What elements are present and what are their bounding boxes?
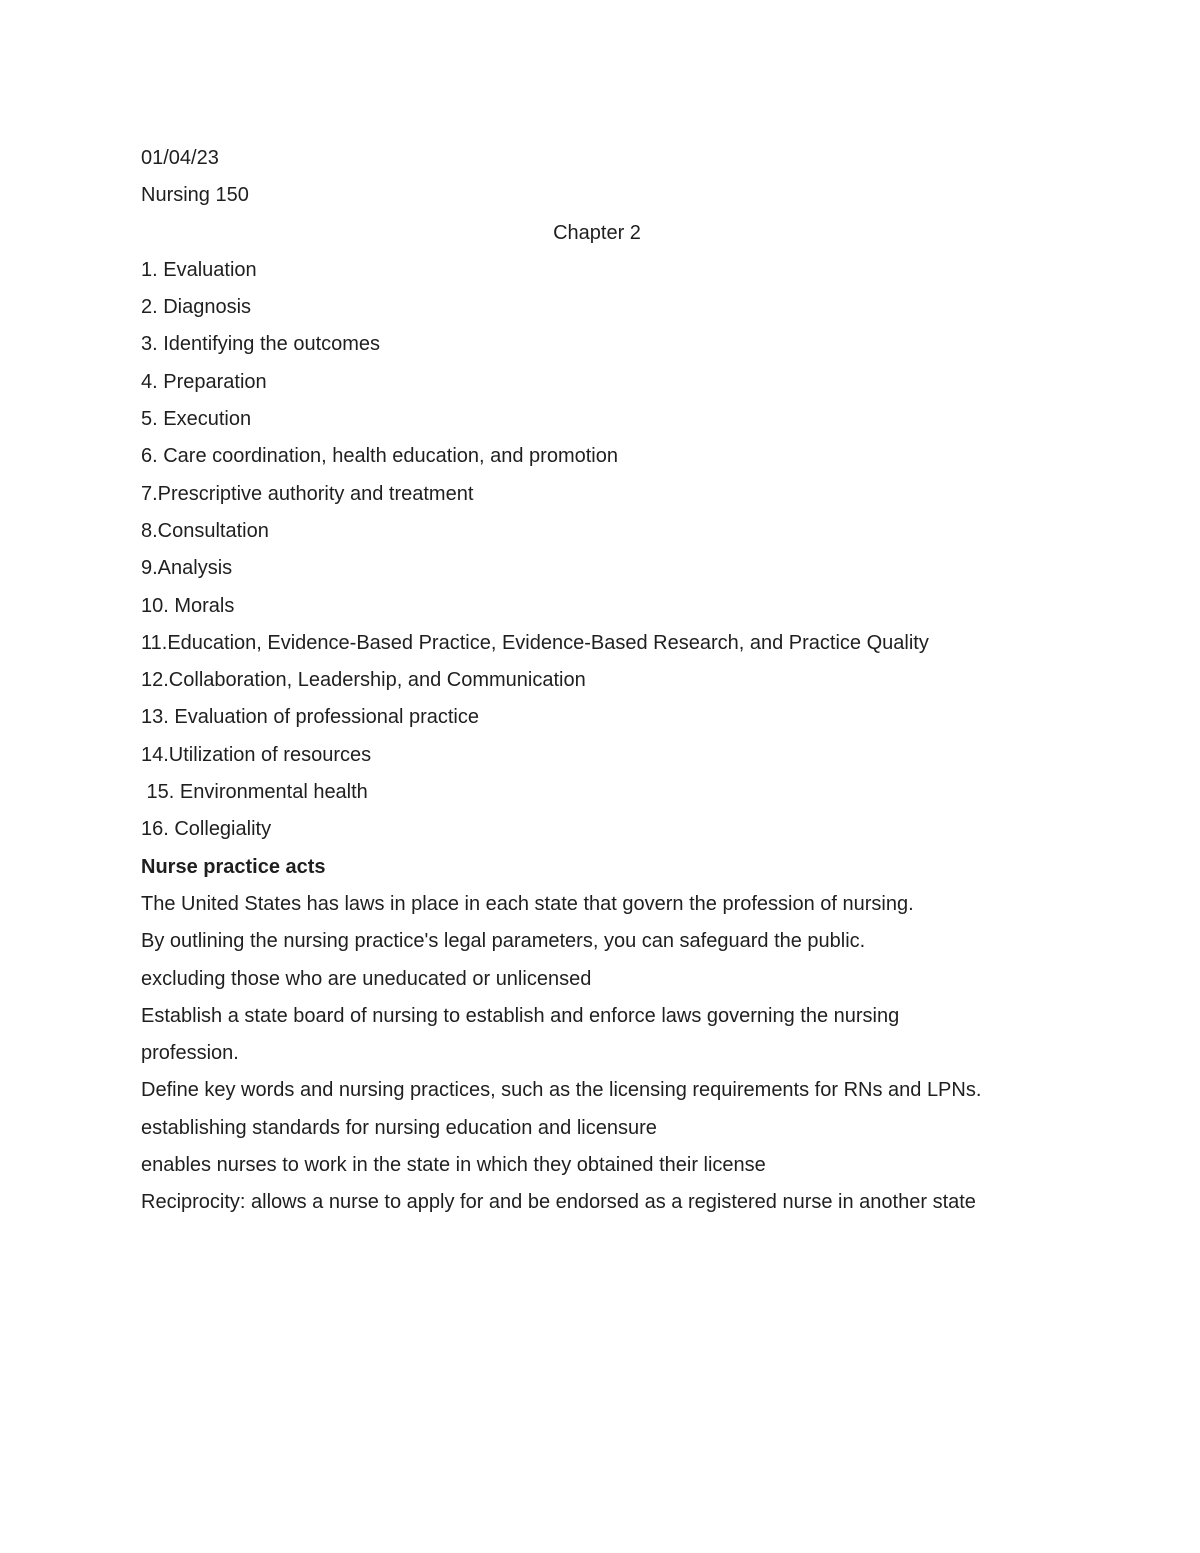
paragraph-line: profession. [141, 1042, 239, 1065]
paragraph-line: By outlining the nursing practice's legal parameters, you can safeguard the public. [141, 930, 866, 953]
chapter-title: Chapter 2 [553, 221, 641, 244]
paragraph-line: excluding those who are uneducated or unlicensed [141, 967, 592, 990]
list-item: 8.Consultation [141, 519, 269, 542]
list-item: 15. Environmental health [141, 781, 368, 804]
list-item: 6. Care coordination, health education, and promotion [141, 445, 618, 468]
paragraph-line: Establish a state board of nursing to establish and enforce laws governing the nursing [141, 1004, 900, 1027]
section-heading: Nurse practice acts [141, 855, 326, 878]
list-item: 4. Preparation [141, 370, 267, 393]
paragraph-line: enables nurses to work in the state in which they obtained their license [141, 1154, 766, 1177]
course-line: Nursing 150 [141, 184, 249, 207]
list-item: 11.Education, Evidence-Based Practice, Evidence-Based Research, and Practice Quality [141, 631, 929, 654]
numbered-list [141, 252, 1061, 849]
list-item: 7.Prescriptive authority and treatment [141, 482, 474, 505]
document-body [141, 140, 1061, 1222]
list-item: 9.Analysis [141, 557, 233, 580]
list-item: 3. Identifying the outcomes [141, 333, 381, 356]
list-item: 12.Collaboration, Leadership, and Communication [141, 669, 586, 692]
list-item: 2. Diagnosis [141, 296, 252, 319]
list-item: 1. Evaluation [141, 258, 257, 281]
list-item: 5. Execution [141, 408, 252, 431]
list-item: 14.Utilization of resources [141, 743, 372, 766]
list-item: 16. Collegiality [141, 818, 272, 841]
paragraph-line: Define key words and nursing practices, such as the licensing requirements for RNs and LPNs. [141, 1079, 982, 1102]
paragraph-line: establishing standards for nursing education and licensure [141, 1116, 657, 1139]
list-item: 13. Evaluation of professional practice [141, 706, 479, 729]
paragraph-line: The United States has laws in place in each state that govern the profession of nursing. [141, 892, 914, 915]
date-line: 01/04/23 [141, 147, 219, 169]
list-item: 10. Morals [141, 594, 235, 617]
paragraph-line: Reciprocity: allows a nurse to apply for and be endorsed as a registered nurse in another state [141, 1191, 976, 1214]
paragraph-block [141, 886, 1061, 1222]
